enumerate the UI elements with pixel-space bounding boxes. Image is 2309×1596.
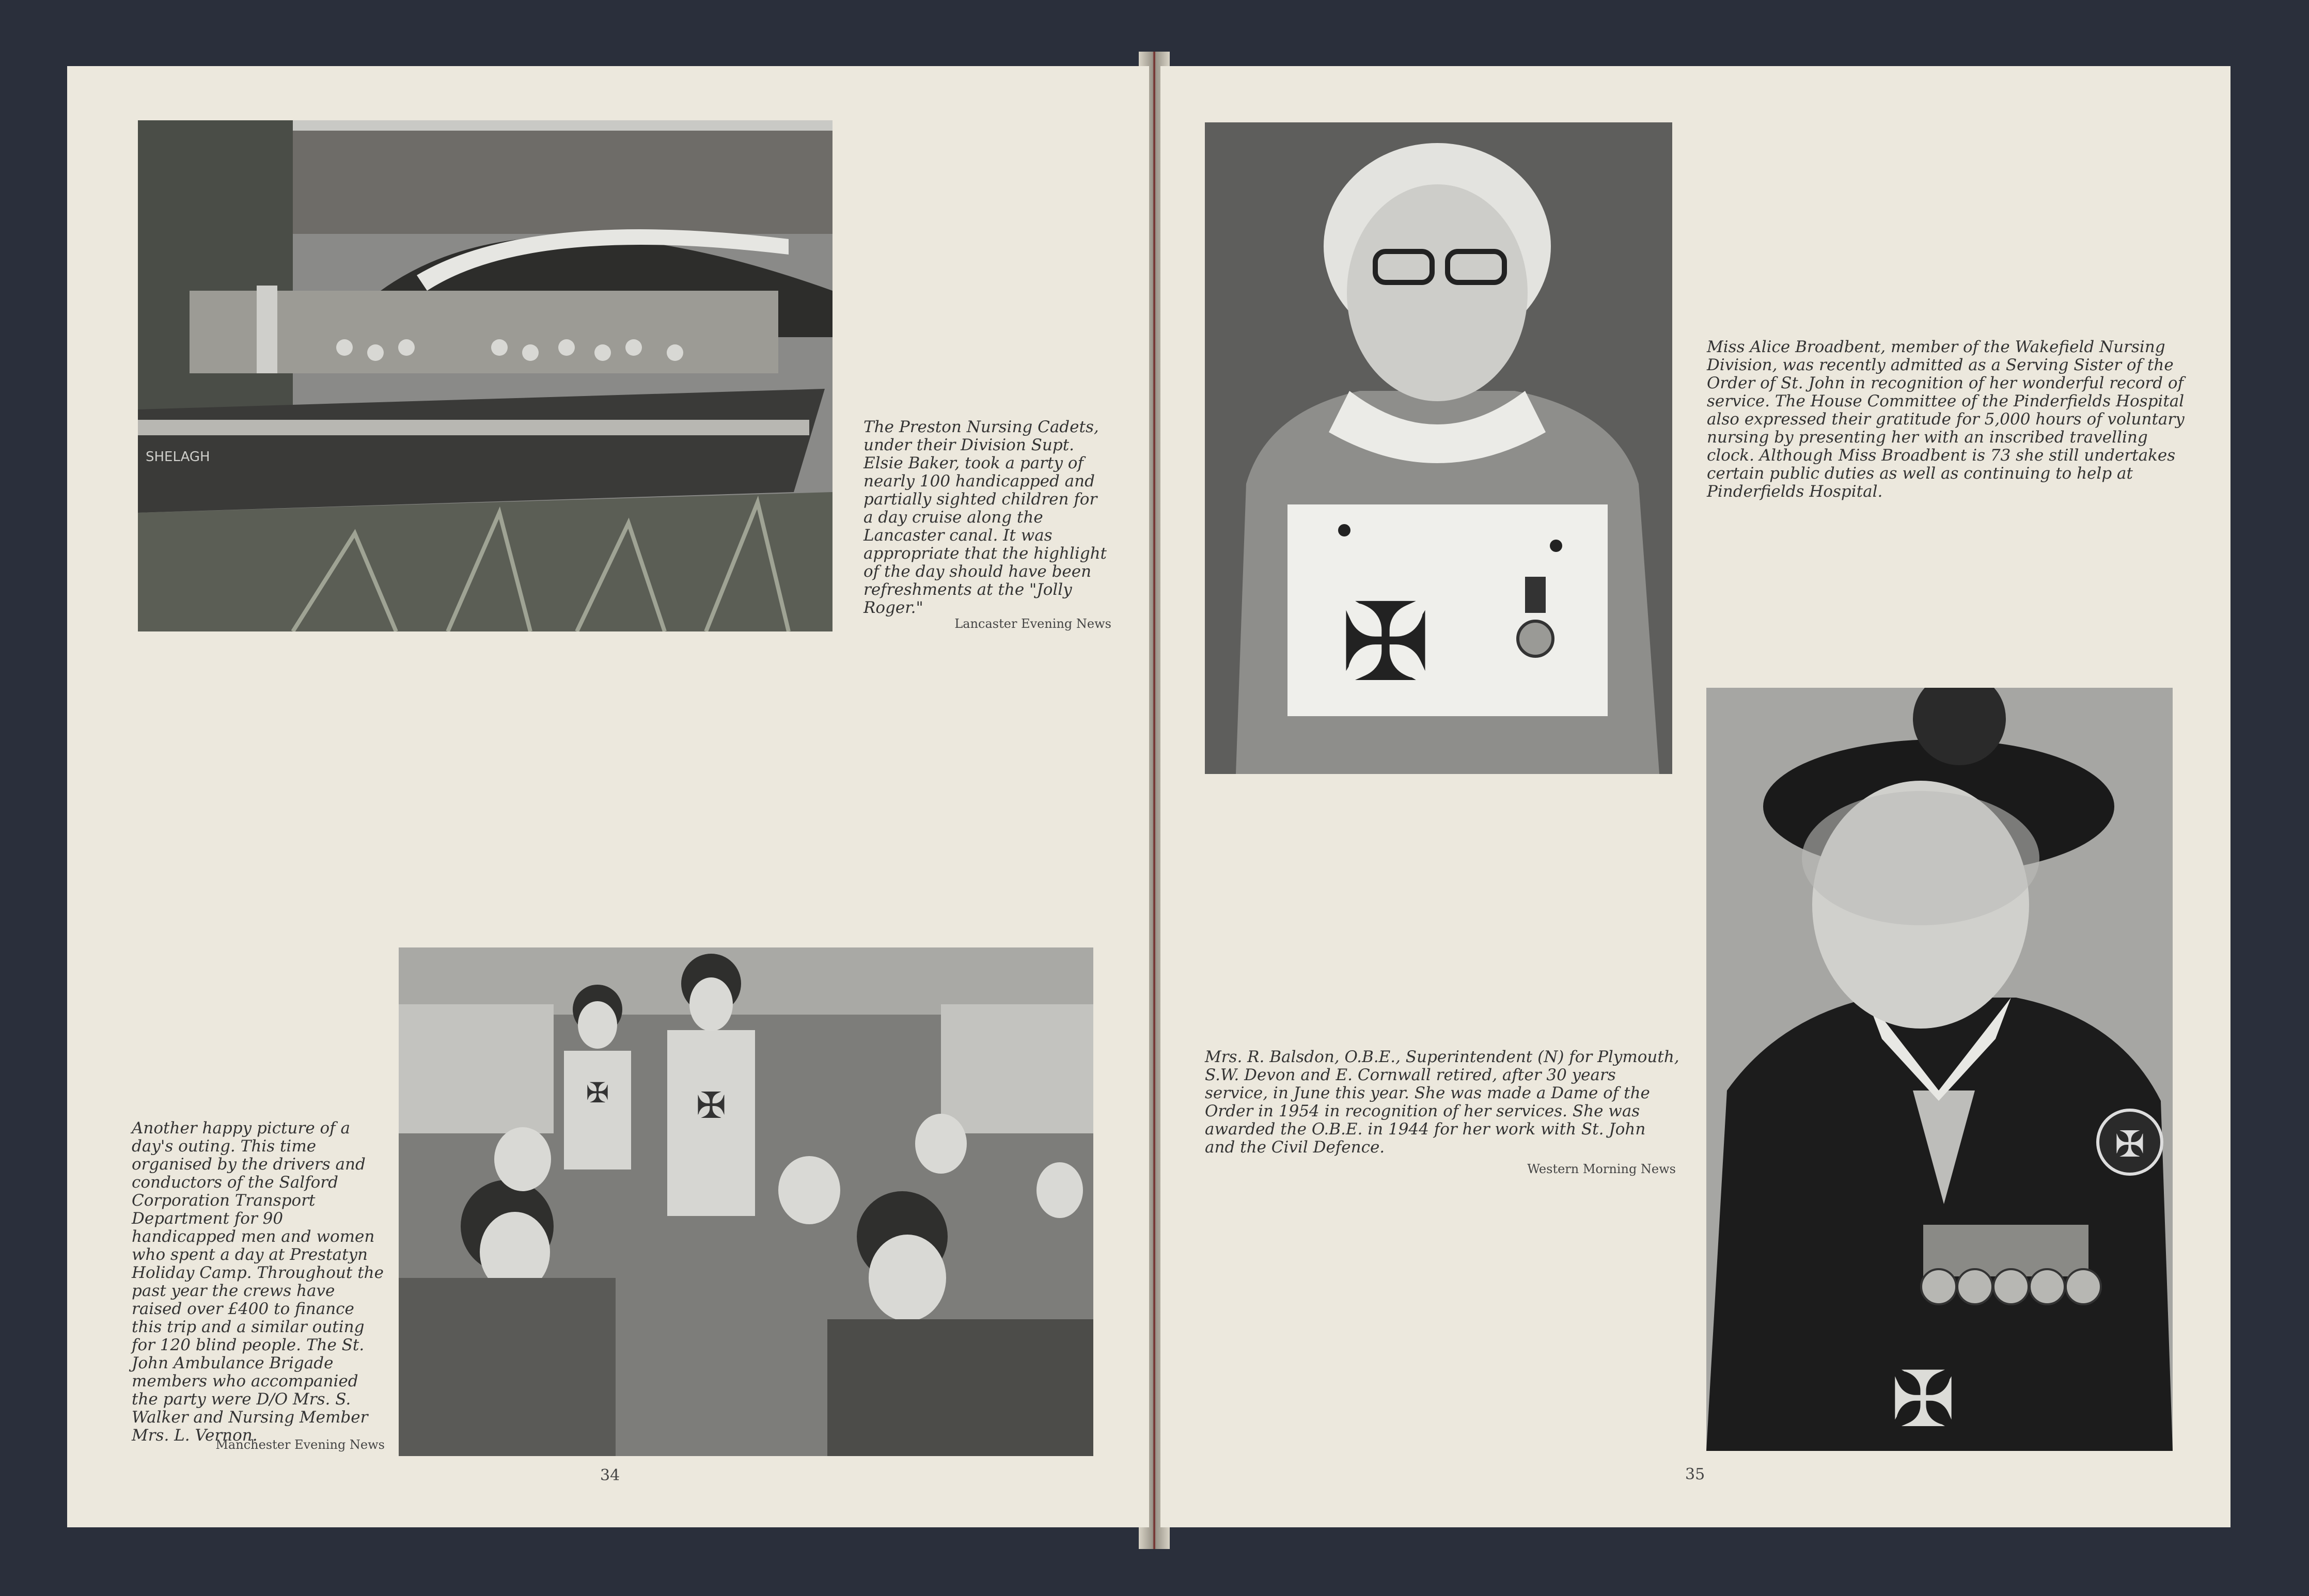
svg-text:✠: ✠ [586, 1077, 609, 1109]
page-number-right: 35 [1685, 1465, 1705, 1483]
svg-text:✠: ✠ [1340, 579, 1431, 706]
broadbent-caption: Miss Alice Broadbent, member of the Wakefield Nursing Division, was recently admitted as a Serving Sister of the Order of St. John in recognition of her wonderful record of service. The House Committee of the Pinderfields Hospital also expressed their gratitude for 5,000 hours of voluntary nursing by presenting her with an inscribed travelling clock. Although Miss Broadbent is 73 she still undertakes certain public duties as well as continuing to help at Pinderfields Hospital. [1707, 338, 2185, 501]
balsdon-caption: Mrs. R. Balsdon, O.B.E., Superintendent (N) for Plymouth, S.W. Devon and E. Cornwall retired, after 30 years service, in June this year. She was made a Dame of the Order in 1954 in recognition of her services. She was awarded the O.B.E. in 1944 for her work with St. John and the Civil Defence. [1205, 1048, 1679, 1157]
coach-outing-photo [399, 947, 1093, 1456]
right-page [1160, 66, 2231, 1527]
canal-boat-photo [138, 120, 833, 631]
balsdon-credit: Western Morning News [1527, 1162, 1676, 1176]
alice-broadbent-portrait [1205, 122, 1672, 774]
svg-text:✠: ✠ [1891, 1355, 1956, 1445]
page-number-left: 34 [600, 1466, 620, 1484]
coach-photo-credit: Manchester Evening News [215, 1437, 385, 1452]
svg-text:✠: ✠ [2114, 1123, 2145, 1165]
boat-name-text: SHELAGH [146, 449, 210, 465]
left-page [67, 66, 1149, 1527]
svg-text:✠: ✠ [696, 1084, 727, 1127]
canal-photo-caption: The Preston Nursing Cadets, under their Division Supt. Elsie Baker, took a party of nearly 100 handicapped and partially sighted children for a day cruise along the Lancaster canal. It was appropriate that the highlight of the day should have been refreshments at the "Jolly Roger." [863, 418, 1107, 617]
canal-photo-credit: Lancaster Evening News [954, 617, 1111, 631]
r-balsdon-portrait [1706, 688, 2173, 1451]
coach-photo-caption: Another happy picture of a day's outing. This time organised by the drivers and conductors of the Salford Corporation Transport Department for 90 handicapped men and women who spent a day at Prestatyn Holiday Camp. Throughout the past year the crews have raised over £400 to finance this trip and a similar outing for 120 blind people. The St. John Ambulance Brigade members who accompanied the party were D/O Mrs. S. Walker and Nursing Member Mrs. L. Vernon. [132, 1119, 384, 1445]
